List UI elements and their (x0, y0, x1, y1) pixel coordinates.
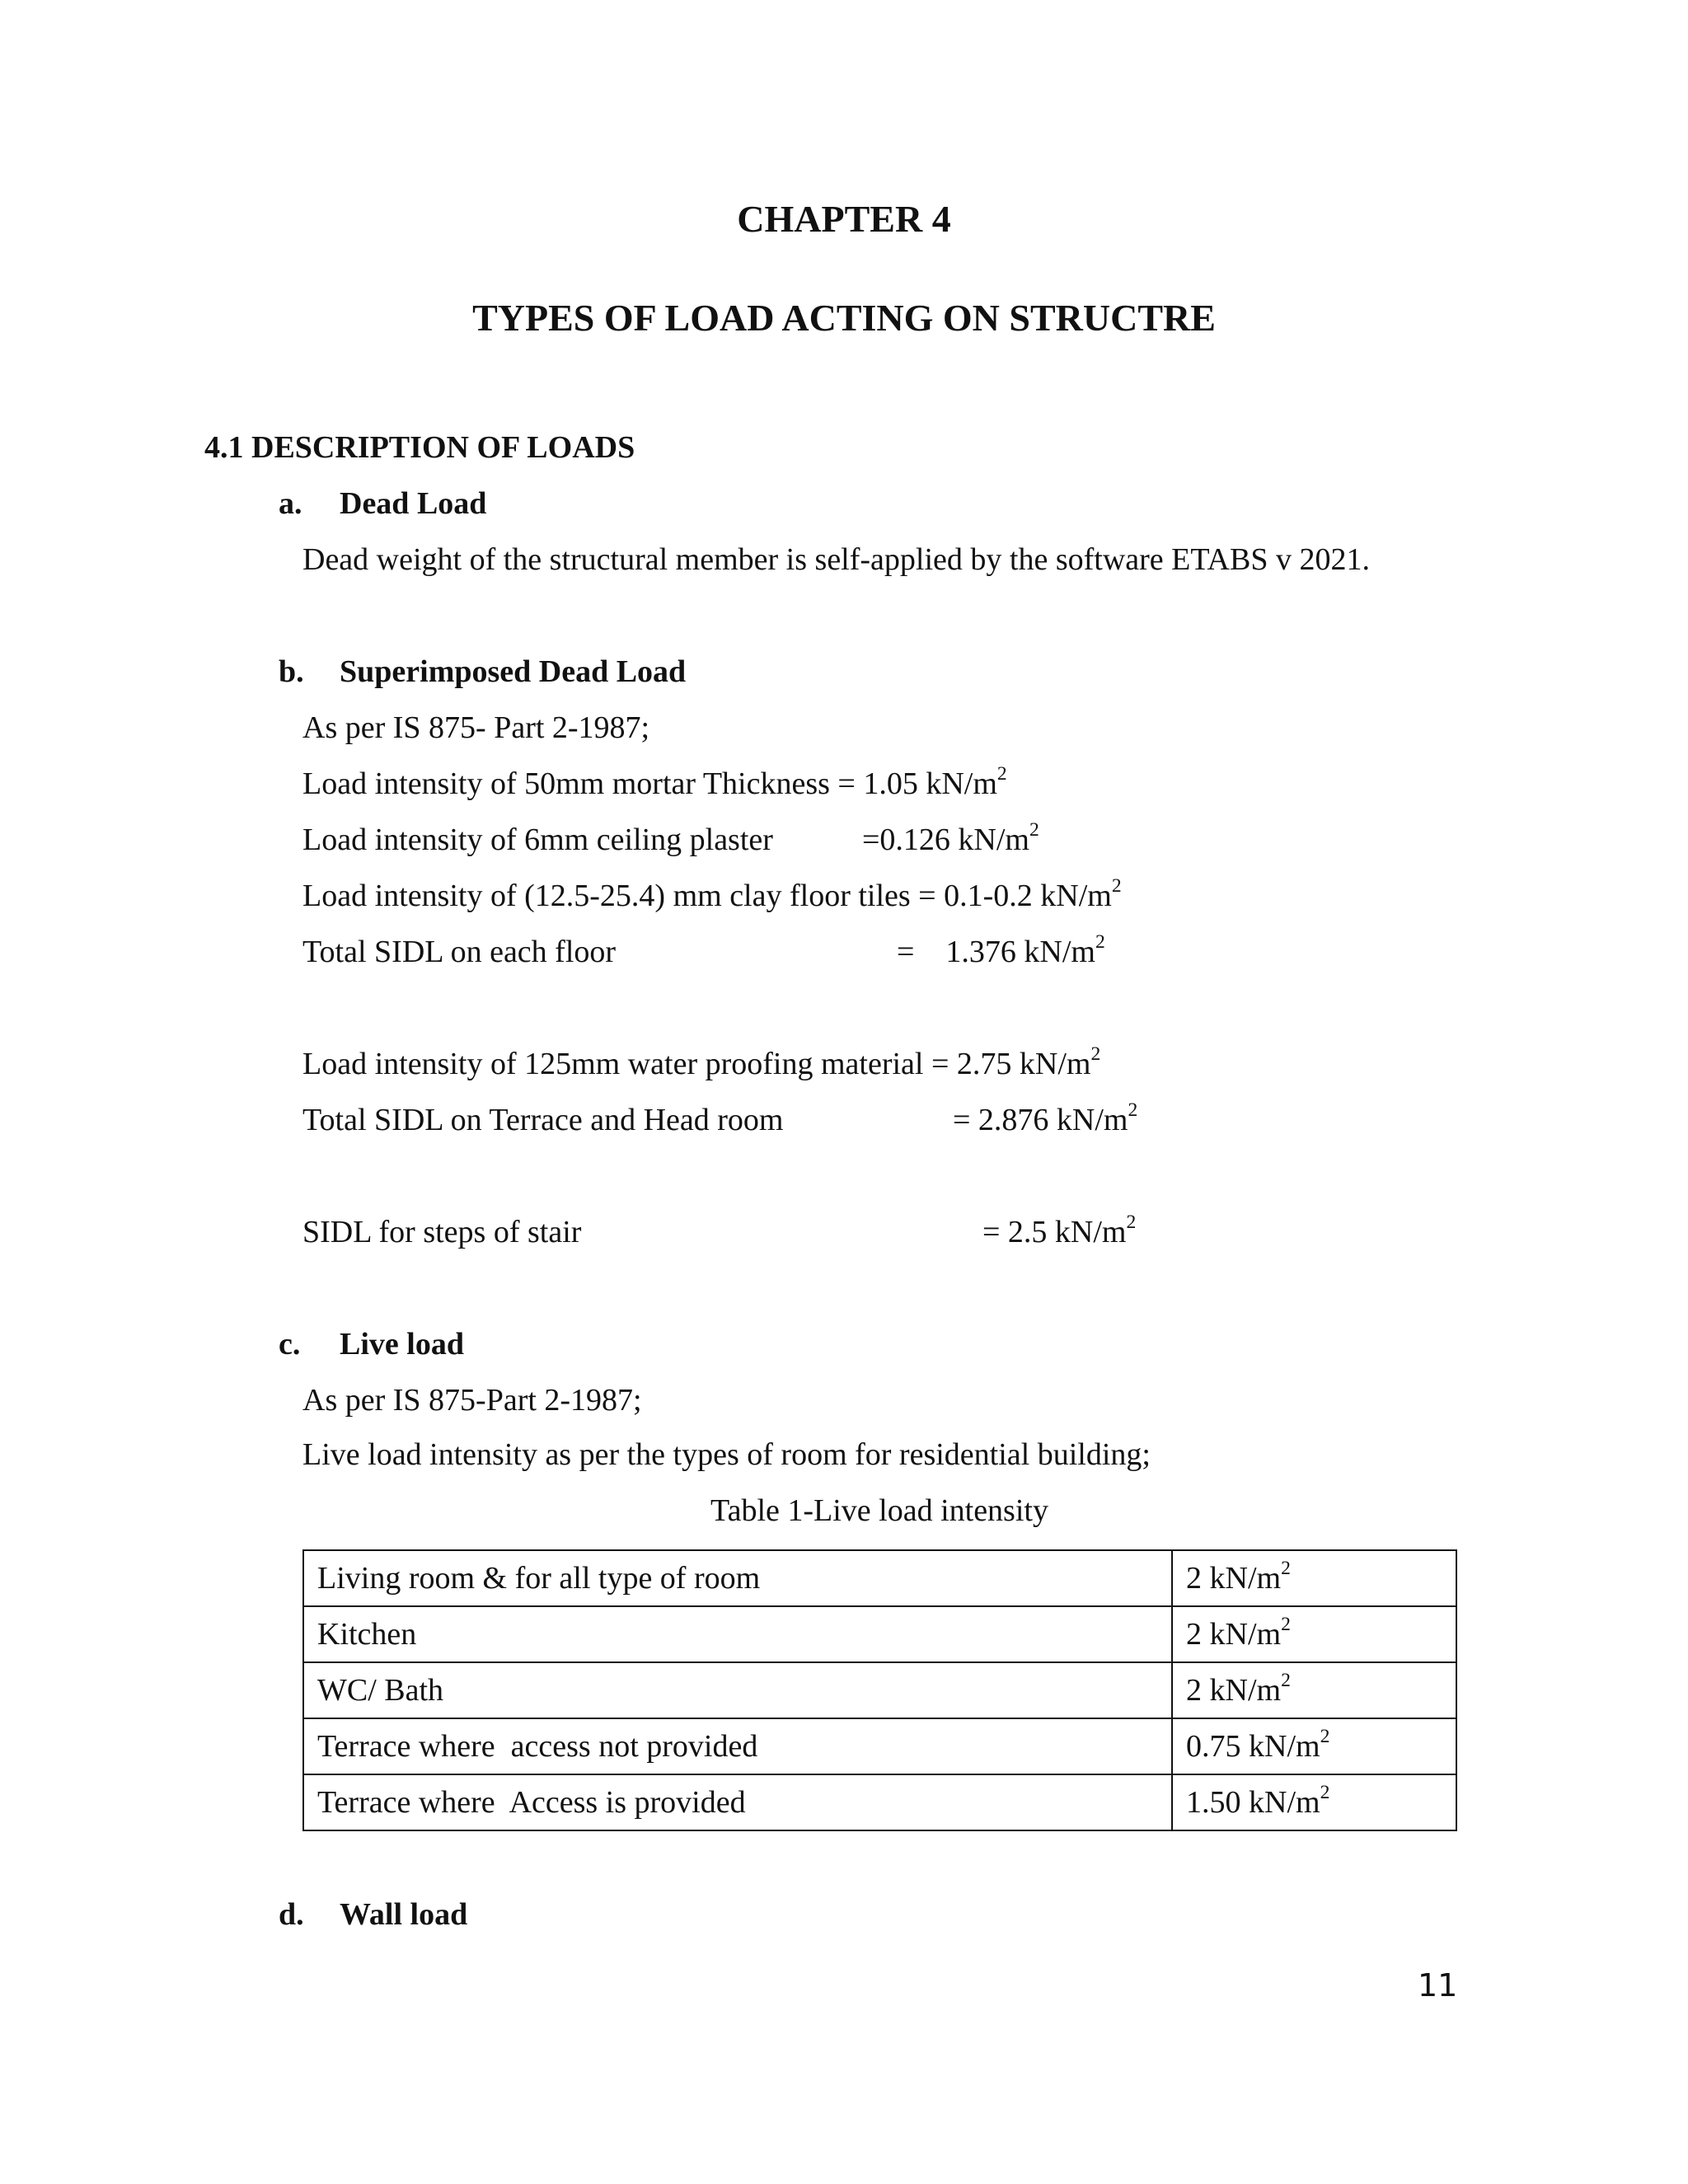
live-load-intro: Live load intensity as per the types of room for residential building; (302, 1437, 1151, 1472)
table-row (303, 1774, 1456, 1830)
sidl-line-value: = 2.5 kN/m (982, 1215, 1127, 1249)
unit-exponent: 2 (1126, 1212, 1137, 1234)
sidl-reference: As per IS 875- Part 2-1987; (302, 710, 650, 745)
sidl-stair-label: SIDL for steps of stair (302, 1215, 582, 1249)
sidl-title: Superimposed Dead Load (340, 654, 687, 689)
sidl-line-value: = 2.876 kN/m (953, 1103, 1128, 1137)
sidl-line-value: = 1.376 kN/m (897, 935, 1095, 969)
unit-exponent: 2 (1090, 1043, 1101, 1066)
room-type-cell: Living room & for all type of room (303, 1550, 1172, 1606)
load-value: 2 kN/m (1186, 1561, 1282, 1596)
sidl-line-plaster-value (862, 819, 1039, 860)
room-type-cell: WC/ Bath (303, 1662, 1172, 1718)
dead-load-heading (279, 483, 487, 524)
unit-exponent: 2 (1128, 1099, 1138, 1122)
load-value: 1.50 kN/m (1186, 1785, 1320, 1820)
sidl-letter: b. (279, 654, 304, 689)
load-value-cell (1172, 1606, 1456, 1662)
sidl-line-value: =0.126 kN/m (862, 823, 1029, 857)
room-type-cell: Terrace where access not provided (303, 1718, 1172, 1774)
dead-load-text: Dead weight of the structural member is self-applied by the software ETABS v 2021. (302, 542, 1370, 577)
load-value: 2 kN/m (1186, 1673, 1282, 1708)
sidl-total-terrace-value (953, 1099, 1137, 1141)
table-row (303, 1718, 1456, 1774)
sidl-total-terrace-label: Total SIDL on Terrace and Head room (302, 1103, 784, 1137)
room-type-cell: Terrace where Access is provided (303, 1774, 1172, 1830)
sidl-line-label: Load intensity of 50mm mortar Thickness = 1.05 kN/m (302, 766, 997, 801)
wall-load-letter: d. (279, 1897, 304, 1932)
room-type-cell: Kitchen (303, 1606, 1172, 1662)
live-load-table (302, 1549, 1457, 1831)
wall-load-heading (279, 1894, 468, 1935)
sidl-line-waterproofing (302, 1043, 1100, 1085)
live-load-letter: c. (279, 1327, 301, 1361)
section-heading: 4.1 DESCRIPTION OF LOADS (204, 430, 635, 465)
unit-exponent: 2 (1281, 1614, 1291, 1636)
unit-exponent: 2 (1095, 931, 1105, 954)
load-value: 0.75 kN/m (1186, 1729, 1320, 1764)
table-row (303, 1550, 1456, 1606)
unit-exponent: 2 (1281, 1670, 1291, 1692)
chapter-number: CHAPTER 4 (737, 198, 951, 240)
unit-exponent: 2 (1029, 819, 1039, 841)
sidl-line-tiles (302, 875, 1122, 916)
table-caption: Table 1-Live load intensity (710, 1493, 1048, 1528)
sidl-line-label: Load intensity of (12.5-25.4) mm clay floor tiles = 0.1-0.2 kN/m (302, 879, 1112, 913)
wall-load-title: Wall load (340, 1897, 468, 1932)
sidl-total-floor-label: Total SIDL on each floor (302, 935, 617, 969)
load-value-cell (1172, 1550, 1456, 1606)
load-value-cell (1172, 1718, 1456, 1774)
unit-exponent: 2 (996, 763, 1007, 785)
sidl-total-floor-value (897, 931, 1105, 972)
table-row (303, 1606, 1456, 1662)
dead-load-letter: a. (279, 486, 302, 521)
unit-exponent: 2 (1281, 1558, 1291, 1580)
unit-exponent: 2 (1320, 1782, 1330, 1804)
live-load-reference: As per IS 875-Part 2-1987; (302, 1383, 642, 1418)
dead-load-title: Dead Load (340, 486, 487, 521)
load-value-cell (1172, 1774, 1456, 1830)
sidl-stair-value (982, 1212, 1136, 1253)
sidl-heading (279, 651, 687, 692)
unit-exponent: 2 (1111, 875, 1122, 898)
sidl-line-plaster-label: Load intensity of 6mm ceiling plaster (302, 823, 773, 857)
live-load-title: Live load (340, 1327, 464, 1361)
load-value: 2 kN/m (1186, 1617, 1282, 1652)
sidl-line-mortar (302, 763, 1007, 804)
chapter-title: TYPES OF LOAD ACTING ON STRUCTRE (472, 297, 1216, 339)
table-row (303, 1662, 1456, 1718)
page-number: 11 (1418, 1967, 1458, 2004)
live-load-heading (279, 1324, 464, 1365)
sidl-line-label: Load intensity of 125mm water proofing material = 2.75 kN/m (302, 1047, 1091, 1081)
unit-exponent: 2 (1320, 1726, 1330, 1748)
load-value-cell (1172, 1662, 1456, 1718)
